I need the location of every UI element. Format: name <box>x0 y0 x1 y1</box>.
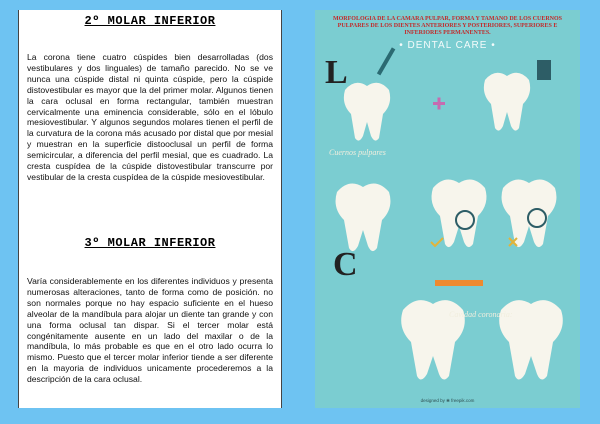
tooth-icon <box>344 83 390 141</box>
paragraph-second-molar: La corona tiene cuatro cúspides bien desarrolladas (dos vestibulares y dos linguales) de tamaño parecido. No se ve nunca una cúspide distal ni quinta cúspide, pero la cúspide distovestibular es mayor que la del primer molar. Algunos tienen la cara oclusal en forma rectangular, también muestran cervicalmente una eminencia considerable, sólo en el lóbulo mesiovestibular. Y algunos segundos molares tienen el perfil de la curvatura de la corona más acusado por distal que por mesial y muestran en la superficie distooclusal un perfil de forma semicircular, a diferencia del perfil mesial, que es cuadrado. La cresta cuspídea de la cúspide distovestibular transcurre por vestibular de la cresta cuspídea de la cúspide mesiovestibular. <box>27 52 273 182</box>
infographic-title: MORFOLOGIA DE LA CAMARA PULPAR, FORMA Y TAMANO DE LOS CUERNOS PULPARES DE LOS DIENTES ANTERIORES Y POSTERIORES, SUPERIORES E INFERIORES PERMANENTES. <box>332 16 563 37</box>
left-page <box>18 10 282 408</box>
script-heading-2: Cavidad coronaria: <box>449 310 513 319</box>
tooth-plus-icon <box>433 73 530 131</box>
drop-cap-c: C <box>333 246 358 283</box>
toothbrush-icon <box>377 47 395 75</box>
dental-care-label: • DENTAL CARE • <box>399 40 496 51</box>
paragraph-third-molar: Varía considerablemente en los diferentes individuos y presenta numerosas alteraciones, tanto de forma como de posición. no son normales porque no hay espacio suficiente en el hueso alveolar de la mandíbula para alojar un diente tan grande y con una forma oclusal tan dispar. Si el tercer molar está congénitamente ausente en un lado del maxilar o de la mandíbula, lo más probable es que en el otro lado ocurra lo mismo. Puesto que el tercer molar inferior tiende a ser diferente en la mayoria de individuos unicamente procederemos a la descripción de la cara oclusal. <box>27 276 273 385</box>
script-heading-1: Cuernos pulpares <box>329 148 386 157</box>
toothpaste-icon <box>537 60 551 80</box>
check-icon <box>431 238 443 246</box>
teeth-row-icon <box>336 179 557 251</box>
dental-illustration <box>315 10 580 408</box>
drop-cap-l: L <box>325 54 348 91</box>
infographic-page <box>315 10 580 408</box>
heading-second-molar: 2º MOLAR INFERIOR <box>84 14 216 28</box>
freepik-credit: designed by ❀ freepik.com <box>420 398 475 403</box>
toothbrush-orange-icon <box>435 280 483 286</box>
heading-third-molar: 3º MOLAR INFERIOR <box>84 236 216 250</box>
